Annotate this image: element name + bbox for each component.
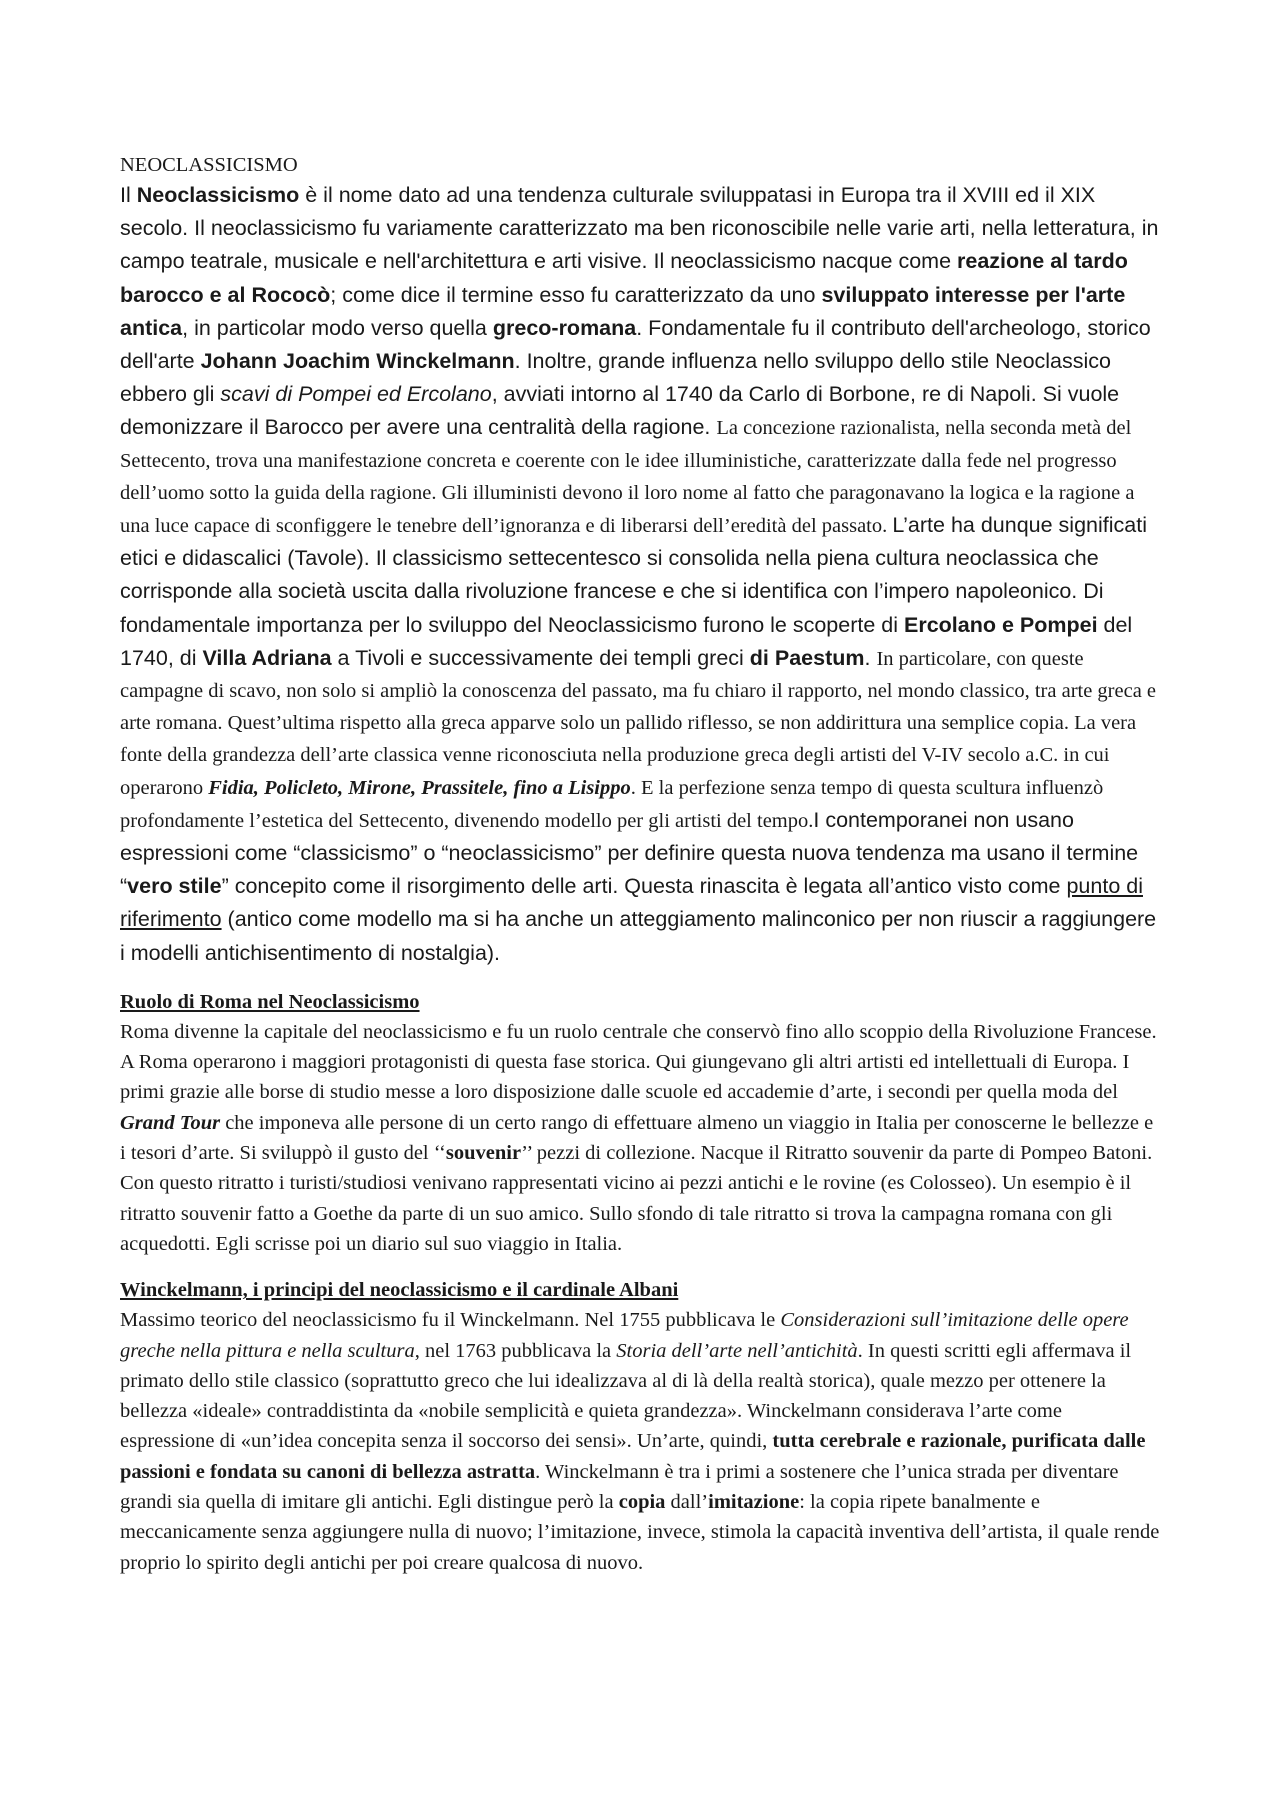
text-run-bold-italic: Fidia, Policleto, Mirone, Prassitele, fino a Lisippo — [208, 776, 631, 799]
text-run: . — [864, 645, 877, 670]
text-run: Roma divenne la capitale del neoclassicismo e fu un ruolo centrale che conservò fino allo scoppio della Rivoluzione Francese. A Roma operarono i maggiori protagonisti di questa fase storica. Qui giungevano gli altri artisti ed intellettuali di Europa. I primi grazie alle borse di studio messe a loro disposizione dalle scuole ed accademie d’arte, i secondi per quella moda del — [120, 1020, 1157, 1104]
text-run: , in particolar modo verso quella — [182, 315, 493, 340]
text-run: In particolare, con queste campagne di scavo, non solo si ampliò la conoscenza del passato, ma fu chiaro il rapporto, nel mondo classico, tra arte greca e arte romana. Quest’ultima rispetto alla greca apparve solo un pallido riflesso, se non addirittura una semplice copia. La vera fonte della grandezza dell’arte classica venne riconosciuta nella produzione greca degli artisti del V-IV secolo a.C. in cui operarono — [120, 647, 1157, 799]
text-run: Massimo teorico del neoclassicismo fu il Winckelmann. Nel 1755 pubblicava le — [120, 1309, 781, 1332]
intro-paragraph — [120, 180, 1160, 971]
text-run: L’arte ha dunque significati etici e didascalici (Tavole). Il classicismo settecentesco si consolida nella piena cultura neoclassica che corrisponde alla società uscita dalla rivoluzione francese e che si identifica con l’impero napoleonico. Di fondamentale importanza per lo sviluppo del Neoclassicismo furono le scoperte di — [120, 513, 1147, 637]
text-run-bold: tutta cerebrale e razionale, purificata dalle passioni e fondata su canoni di bellezza astratta — [120, 1430, 1146, 1483]
text-run: a Tivoli e successivamente dei templi greci — [331, 645, 750, 670]
text-run: : la copia ripete banalmente e meccanicamente senza aggiungere nulla di nuovo; l’imitazione, invece, stimola la capacità inventiva dell’artista, il quale rende proprio lo spirito degli antichi per poi creare qualcosa di nuovo. — [120, 1491, 1160, 1574]
text-run: è il nome dato ad una tendenza culturale sviluppatasi in Europa tra il XVIII ed il XIX secolo. Il neoclassicismo fu variamente caratterizzato ma ben riconoscibile nelle varie arti, nella letteratura, in campo teatrale, musicale e nell'architettura e arti visive. Il neoclassicismo nacque come — [120, 183, 1159, 274]
text-run: . Winckelmann è tra i primi a sostenere che l’unica strada per diventare grandi sia quella di imitare gli antichi. Egli distingue però la — [120, 1460, 1119, 1514]
document-title: NEOCLASSICISMO — [120, 154, 298, 176]
section-heading-winckelmann: Winckelmann, i principi del neoclassicismo e il cardinale Albani — [120, 1279, 679, 1302]
text-run-bold: Villa Adriana — [202, 645, 332, 670]
text-run-italic: scavi di Pompei ed Ercolano — [220, 382, 492, 407]
text-run-bold: Ercolano e Pompei — [903, 612, 1098, 637]
text-run-bold: copia — [618, 1491, 666, 1514]
text-run-bold: souvenir — [445, 1142, 522, 1165]
section-heading-roma: Ruolo di Roma nel Neoclassicismo — [120, 990, 420, 1013]
text-run-italic: Considerazioni sull’imitazione delle opere greche nella pittura e nella scultura — [120, 1309, 1129, 1362]
text-run-bold: sviluppato interesse per l'arte antica — [120, 282, 1126, 340]
text-run: I contemporanei non usano espressioni come “classicismo” o “neoclassicismo” per definire questa nuova tendenza ma usano il termine “ — [120, 807, 1139, 899]
text-run-italic: Storia dell’arte nell’antichità — [616, 1339, 858, 1362]
text-run-bold: reazione al tardo barocco e al Rococò — [120, 249, 1128, 307]
text-run: . E la perfezione senza tempo di questa scultura influenzò profondamente l’estetica del Settecento, divenendo modello per gli artisti del tempo. — [120, 776, 1104, 832]
text-run: (antico come modello ma si ha anche un atteggiamento malinconico per non riuscir a raggiungere i modelli antichisentimento di nostalgia). — [120, 907, 1157, 965]
text-run: La concezione razionalista, nella seconda metà del Settecento, trova una manifestazione concreta e coerente con le idee illuministiche, caratterizzate dalla fede nel progresso dell’uomo sotto la guida della ragione. Gli illuministi devono il loro nome al fatto che paragonavano la logica e la ragione a una luce capace di sconfiggere le tenebre dell’ignoranza e di liberarsi dell’eredità del passato. — [120, 417, 1135, 538]
text-run: che imponeva alle persone di un certo rango di effettuare almeno un viaggio in Italia per conoscerne le bellezze e i tesori d’arte. Si sviluppò il gusto del ‘‘ — [120, 1111, 1154, 1165]
winckelmann-paragraph — [120, 1305, 1160, 1578]
text-run: Il — [120, 183, 137, 207]
text-run: ; come dice il termine esso fu caratterizzato da uno — [330, 282, 822, 307]
text-run: del 1740, di — [120, 612, 1133, 670]
text-run-bold: di Paestum — [749, 645, 865, 670]
text-run-bold: Johann Joachim Winckelmann — [200, 349, 515, 374]
spacer — [120, 971, 1160, 987]
spacer — [120, 1259, 1160, 1275]
text-run-bold-italic: Grand Tour — [120, 1111, 221, 1134]
text-run: . Fondamentale fu il contributo dell'archeologo, storico dell'arte — [120, 315, 1151, 374]
text-run: , avviati intorno al 1740 da Carlo di Borbone, re di Napoli. Si vuole demonizzare il Barocco per avere una centralità della ragione. — [120, 382, 1120, 440]
text-run-bold: greco-romana — [492, 315, 637, 340]
text-run-bold: Neoclassicismo — [136, 183, 300, 207]
text-run: . Inoltre, grande influenza nello sviluppo dello stile Neoclassico ebbero gli — [120, 349, 1111, 407]
text-run: dall’ — [665, 1491, 709, 1514]
text-run: ’’ pezzi di collezione. Nacque il Ritratto souvenir da parte di Pompeo Batoni. Con questo ritratto i turisti/studiosi venivano rappresentati vicino ai pezzi antichi e le rovine (es Colosseo). Un esempio è il ritratto souvenir fatto a Goethe da parte di un suo amico. Sullo sfondo di tale ritratto si trova la campagna romana con gli acquedotti. Egli scrisse poi un diario sul suo viaggio in Italia. — [120, 1142, 1153, 1255]
roma-paragraph — [120, 1017, 1160, 1259]
text-run-bold: vero stile — [127, 874, 222, 899]
text-run: . In questi scritti egli affermava il primato dello stile classico (soprattutto greco che lui idealizzava al di là della realtà storica), quale mezzo per ottenere la bellezza «ideale» contraddistinta da «nobile semplicità e quieta grandezza». Winckelmann considerava l’arte come espressione di «un’idea concepita senza il soccorso dei sensi». Un’arte, quindi, — [120, 1339, 1132, 1453]
text-run-underline: punto di riferimento — [120, 874, 1143, 932]
text-run: , nel 1763 pubblicava la — [414, 1339, 617, 1362]
text-run: ” concepito come il risorgimento delle arti. Questa rinascita è legata all’antico visto come — [221, 874, 1067, 899]
text-run-bold: imitazione — [708, 1491, 800, 1514]
